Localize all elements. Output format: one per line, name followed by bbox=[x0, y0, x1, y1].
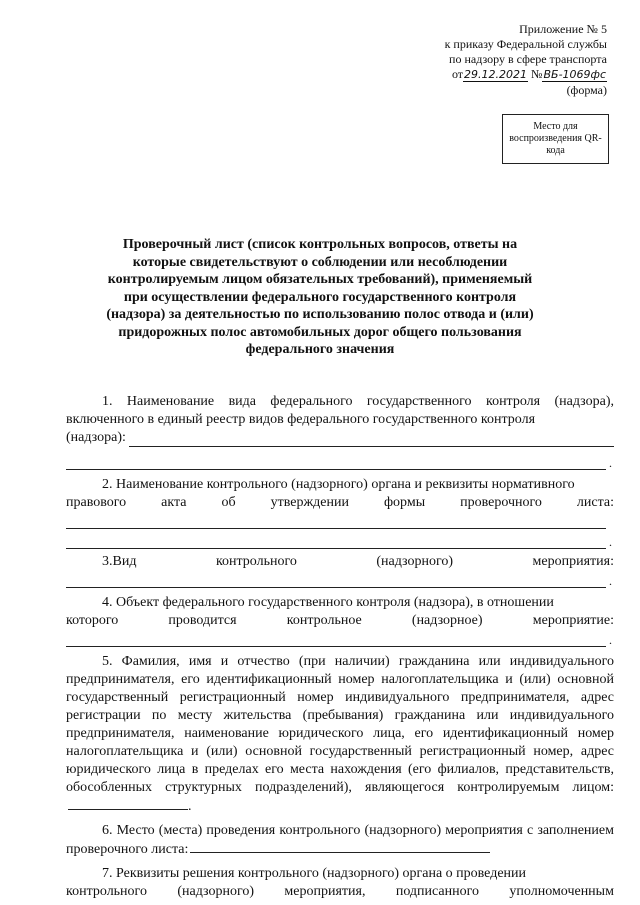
item-2-word: формы bbox=[383, 495, 426, 510]
item-5-end-dot: . bbox=[188, 799, 192, 814]
item-2-line-2[interactable] bbox=[66, 532, 612, 549]
item-1-fill-line[interactable] bbox=[129, 434, 614, 447]
item-2-word: об bbox=[221, 495, 236, 510]
item-4-word: контрольное bbox=[286, 613, 362, 628]
item-7-word: контрольного bbox=[66, 884, 147, 899]
item-2-word: листа: bbox=[576, 495, 614, 510]
qr-placeholder-box bbox=[502, 114, 609, 164]
item-6-text: 6. Место (места) проведения контрольного (надзорного) мероприятия с заполнением проверочного листа: bbox=[66, 823, 614, 857]
item-3-end-dot: . bbox=[609, 574, 612, 588]
item-2-word: акта bbox=[161, 495, 187, 510]
checklist-body bbox=[66, 393, 614, 901]
item-7 bbox=[66, 865, 614, 883]
document-title: Проверочный лист (список контрольных вопросов, ответы на которые свидетельствуют о соблюдении или несоблюдении контролируемым лицом обязательных требований), применяемый при осуществлении федерального государственного контроля (надзора) за деятельностью по использованию полос отвода и (или) придорожных полос автомобильных дорог общего пользования федерального значения bbox=[106, 237, 534, 357]
appendix-line-3: по надзору в сфере транспорта bbox=[449, 52, 607, 66]
item-5 bbox=[66, 653, 614, 816]
item-1-end-dot: . bbox=[609, 456, 612, 470]
appendix-line-2: к приказу Федеральной службы bbox=[444, 37, 607, 51]
item-3-word: контрольного bbox=[215, 554, 297, 569]
item-7-words bbox=[66, 883, 614, 901]
order-number: ВБ-1069фс bbox=[543, 68, 606, 81]
item-1-tail-row bbox=[66, 429, 614, 447]
item-4-word: (надзорное) bbox=[411, 613, 483, 628]
item-2-word: правового bbox=[66, 495, 127, 510]
item-3-line[interactable] bbox=[66, 571, 612, 588]
order-date: 29.12.2021 bbox=[464, 68, 528, 81]
item-3-words bbox=[66, 553, 614, 571]
item-4-words bbox=[66, 612, 614, 630]
item-2-end-dot: . bbox=[609, 535, 612, 549]
item-6-fill-line[interactable] bbox=[190, 840, 490, 853]
item-4-word: которого bbox=[66, 613, 119, 628]
item-1 bbox=[66, 393, 614, 429]
order-date-number bbox=[432, 67, 607, 82]
item-4-text: 4. Объект федерального государственного контроля (надзора), в отношении bbox=[102, 595, 554, 610]
item-3-word: мероприятия: bbox=[532, 554, 614, 569]
item-3-word: (надзорного) bbox=[376, 554, 454, 569]
item-2-word: утверждении bbox=[270, 495, 349, 510]
qr-placeholder-text: Место для воспроизведения QR-кода bbox=[509, 121, 602, 156]
item-2-words bbox=[66, 494, 614, 512]
item-4-end-dot: . bbox=[609, 633, 612, 647]
item-4 bbox=[66, 594, 614, 612]
item-5-fill-line[interactable] bbox=[68, 797, 188, 810]
item-1-text: 1. Наименование вида федерального государственного контроля (надзора), включенного в единый реестр видов федерального государственного контроля bbox=[66, 394, 614, 427]
item-4-word: мероприятие: bbox=[532, 613, 614, 628]
item-4-line[interactable] bbox=[66, 630, 612, 647]
number-prefix: № bbox=[531, 67, 543, 81]
item-2-text: 2. Наименование контрольного (надзорного) органа и реквизиты нормативного bbox=[102, 477, 575, 492]
item-4-word: проводится bbox=[168, 613, 237, 628]
item-1-tail: (надзора): bbox=[66, 430, 126, 445]
item-7-word: мероприятия, bbox=[284, 884, 366, 899]
appendix-line-1: Приложение № 5 bbox=[519, 22, 607, 36]
item-7-text: 7. Реквизиты решения контрольного (надзорного) органа о проведении bbox=[102, 866, 527, 881]
appendix-header bbox=[432, 22, 607, 98]
item-2-line-1[interactable] bbox=[66, 512, 606, 529]
item-6 bbox=[66, 822, 614, 859]
item-7-word: уполномоченным bbox=[509, 884, 614, 899]
item-7-word: (надзорного) bbox=[177, 884, 255, 899]
form-label: (форма) bbox=[566, 83, 607, 97]
from-prefix: от bbox=[451, 67, 464, 81]
item-7-word: подписанного bbox=[395, 884, 480, 899]
item-5-text: 5. Фамилия, имя и отчество (при наличии) гражданина или индивидуального предпринимателя, его идентификационный номер налогоплательщика и (или) основной государственный регистрационный номер индивидуального предпринимателя, адрес регистрации по месту жительства (пребывания) гражданина или индивидуального предпринимателя, наименование юридического лица, его идентификационный номер налогоплательщика и (или) основной государственный регистрационный номер, адрес юридического лица в пределах его места нахождения (его филиалов, представительств, обособленных структурных подразделений), являющегося контролируемым лицом: bbox=[66, 654, 614, 795]
item-2 bbox=[66, 476, 614, 494]
item-2-word: проверочного bbox=[460, 495, 542, 510]
item-3-word: 3.Вид bbox=[102, 554, 137, 569]
item-1-line-2[interactable] bbox=[66, 453, 612, 470]
